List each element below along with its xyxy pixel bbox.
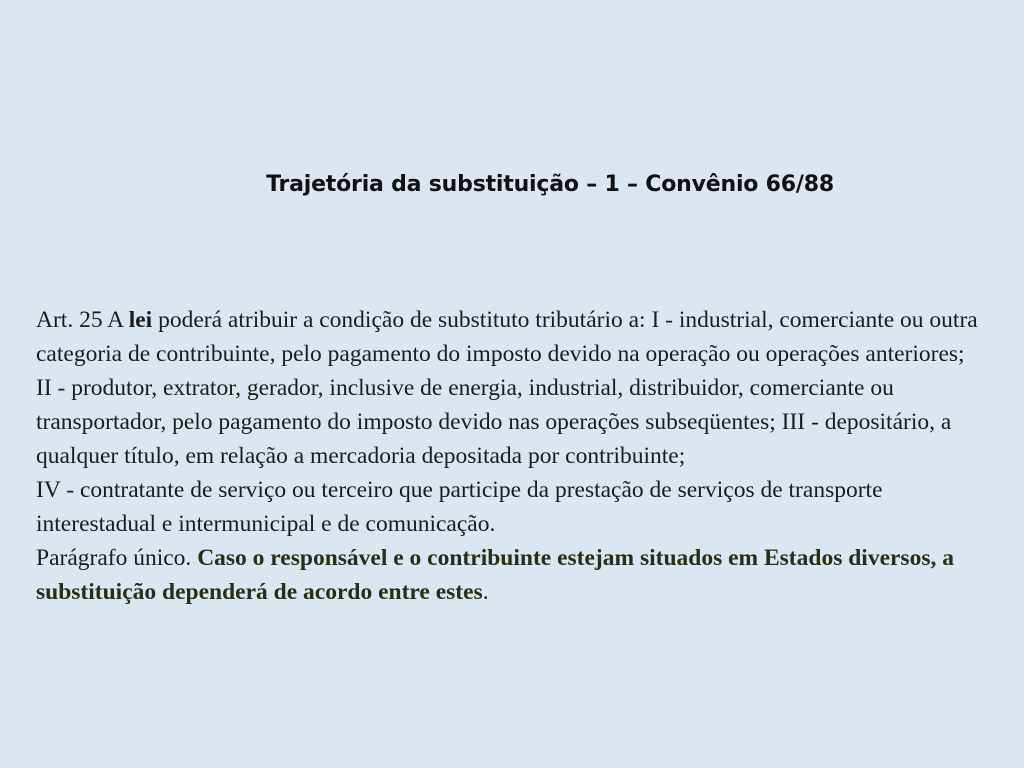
article-paragraph-3: IV - contratante de serviço ou terceiro que participe da prestação de serviços de transporte interestadual e intermunicipal e de comunicação. [36, 477, 883, 537]
paragraph-1-rest: poderá atribuir a condição de substituto tributário a: I - industrial, comerciante ou outra categoria de contribuinte, pelo pagamento do imposto devido na operação ou operações anteriores; [36, 307, 978, 367]
paragraph-1-bold: lei [128, 307, 153, 333]
paragraph-4-tail: . [482, 579, 489, 605]
paragraph-4-bold: Caso o responsável e o contribuinte estejam situados em Estados diversos, a substituição dependerá de acordo entre estes [36, 545, 954, 605]
article-paragraph-1 [36, 303, 996, 371]
slide-body [36, 303, 996, 609]
article-paragraph-2: II - produtor, extrator, gerador, inclusive de energia, industrial, distribuidor, comerciante ou transportador, pelo pagamento do imposto devido nas operações subseqüentes; III - depositário, a qualquer título, em relação a mercadoria depositada por contribuinte; [36, 375, 952, 469]
article-paragraph-4 [36, 541, 996, 609]
slide-title: Trajetória da substituição – 1 – Convênio 66/88 [266, 172, 834, 197]
paragraph-4-lead: Parágrafo único. [36, 545, 198, 571]
paragraph-1-lead: Art. 25 A [36, 307, 129, 333]
